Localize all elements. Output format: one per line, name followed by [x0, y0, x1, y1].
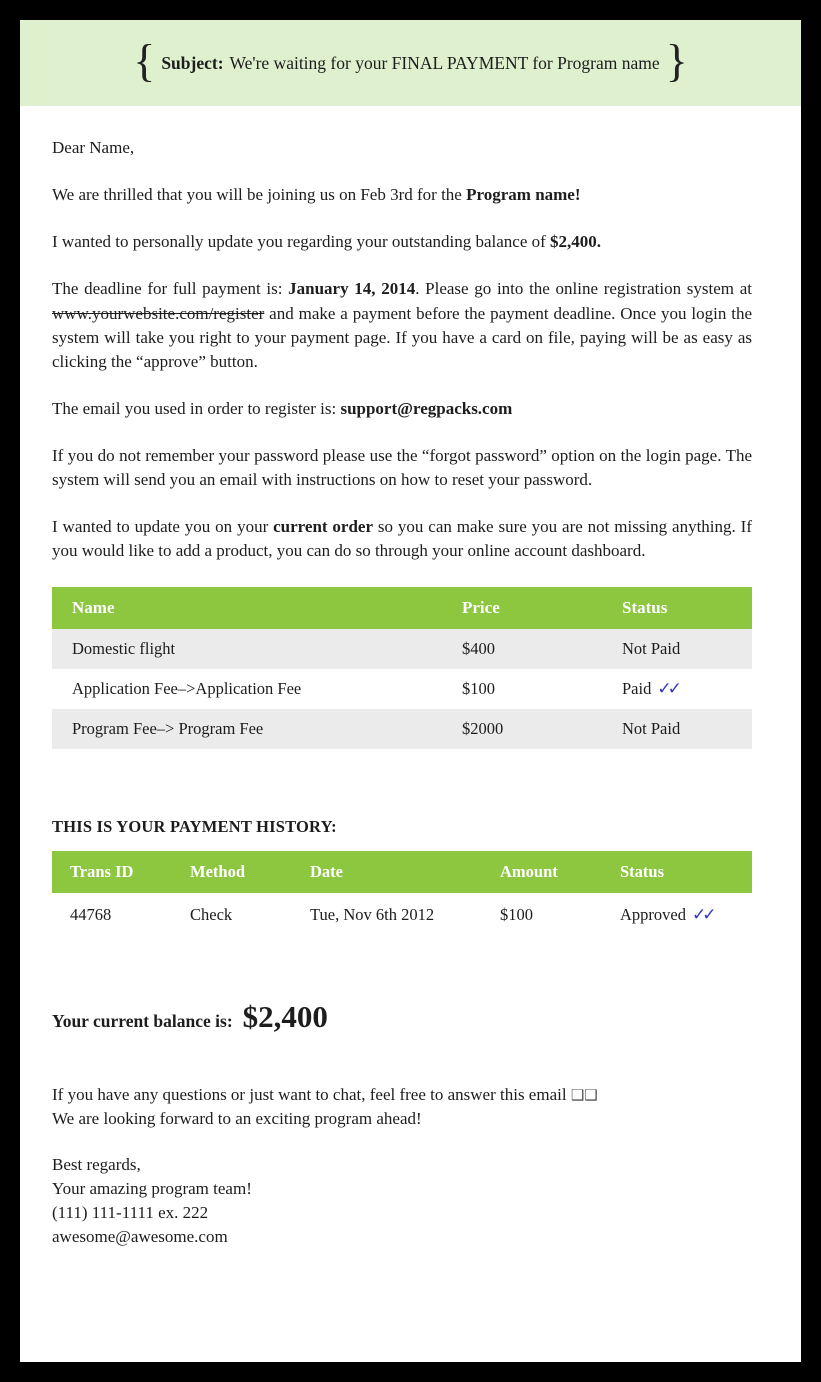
history-status-text: Approved [620, 904, 686, 924]
double-check-icon: ✓✓ [657, 678, 678, 698]
double-check-icon: ✓✓ [691, 904, 713, 924]
order-header-status: Status [602, 587, 752, 629]
paragraph-email [52, 397, 752, 421]
signature-phone: (111) 111-1111 ex. 222 [52, 1203, 209, 1223]
signature-line-1: Best regards, [52, 1154, 141, 1174]
brace-close-icon: } [665, 35, 688, 86]
closing-line-1: If you have any questions or just want to chat, feel free to answer this email [52, 1084, 567, 1104]
subject-label: Subject: [161, 52, 224, 73]
current-order-bold: current order [273, 517, 374, 537]
order-pre-text: I wanted to update you on your [52, 517, 274, 537]
payment-history-table [52, 851, 752, 937]
brace-open-icon: { [133, 35, 156, 86]
history-header-date: Date [292, 851, 482, 893]
current-balance [52, 999, 769, 1035]
history-cell-amount: $100 [482, 893, 602, 937]
paragraph-thrilled-text: We are thrilled that you will be joining us on Feb 3rd for the [52, 185, 467, 205]
closing-section [52, 1083, 769, 1250]
order-cell-price: $400 [442, 629, 602, 669]
paragraph-thrilled [52, 183, 752, 207]
email-page [20, 20, 801, 1362]
signature [52, 1153, 769, 1250]
table-row [52, 629, 752, 669]
email-body [20, 106, 801, 1249]
order-status-text: Paid [622, 678, 652, 698]
order-table-header-row [52, 587, 752, 629]
history-header-trans-id: Trans ID [52, 851, 172, 893]
deadline-post-text: and make a payment before the payment deadline. Once you login the system will take you right to your payment page. If you have a card on file, paying will be as easy as clicking the “approve” button. [52, 303, 752, 371]
paragraph-balance [52, 230, 752, 254]
current-balance-value: $2,400 [242, 998, 328, 1034]
history-header-amount: Amount [482, 851, 602, 893]
table-row [52, 709, 752, 749]
subject-text: We're waiting for your FINAL PAYMENT for Program name [229, 52, 660, 73]
table-row [52, 893, 752, 937]
balance-amount-bold: $2,400. [550, 232, 602, 252]
history-cell-date: Tue, Nov 6th 2012 [292, 893, 482, 937]
order-cell-name: Domestic flight [52, 629, 442, 669]
history-header-status: Status [602, 851, 752, 893]
current-balance-label: Your current balance is: [52, 1010, 233, 1031]
paragraph-deadline [52, 277, 752, 374]
history-cell-trans-id: 44768 [52, 893, 172, 937]
email-pre-text: The email you used in order to register is: [52, 398, 341, 418]
order-post-text: so you can make sure you are not missing anything. If you would like to add a product, you can do so through your online account dashboard. [52, 517, 752, 561]
order-cell-price: $2000 [442, 709, 602, 749]
paragraph-password: If you do not remember your password please use the “forgot password” option on the login page. The system will send you an email with instructions on how to reset your password. [52, 446, 752, 490]
order-header-name: Name [52, 587, 442, 629]
subject-inner [133, 35, 688, 86]
program-name-bold: Program name! [466, 185, 581, 205]
deadline-date-bold: January 14, 2014 [288, 279, 416, 299]
history-header-method: Method [172, 851, 292, 893]
order-table [52, 587, 752, 749]
order-cell-status: Not Paid [602, 629, 752, 669]
order-cell-status [602, 669, 752, 709]
order-cell-name: Program Fee–> Program Fee [52, 709, 442, 749]
payment-history-title: THIS IS YOUR PAYMENT HISTORY: [52, 816, 337, 836]
order-cell-name: Application Fee–>Application Fee [52, 669, 442, 709]
closing-paragraph [52, 1083, 769, 1131]
order-cell-price: $100 [442, 669, 602, 709]
signature-line-2: Your amazing program team! [52, 1179, 252, 1199]
history-table-header-row [52, 851, 752, 893]
history-cell-method: Check [172, 893, 292, 937]
order-cell-status: Not Paid [602, 709, 752, 749]
table-row [52, 669, 752, 709]
greeting: Dear Name, [52, 138, 135, 157]
order-header-price: Price [442, 587, 602, 629]
registration-link[interactable]: www.yourwebsite.com/register [52, 303, 265, 323]
support-email-bold: support@regpacks.com [340, 398, 513, 418]
deadline-mid-text: . Please go into the online registration system at [415, 279, 752, 299]
paragraph-order [52, 515, 752, 563]
paragraph-balance-text: I wanted to personally update you regarding your outstanding balance of [52, 232, 551, 252]
deadline-pre-text: The deadline for full payment is: [52, 279, 289, 299]
closing-line-2: We are looking forward to an exciting program ahead! [52, 1108, 422, 1128]
history-cell-status [602, 893, 752, 937]
subject-bar [20, 20, 801, 106]
signature-email: awesome@awesome.com [52, 1227, 228, 1247]
emoji-placeholder-icon: ❑❑ [570, 1087, 598, 1104]
